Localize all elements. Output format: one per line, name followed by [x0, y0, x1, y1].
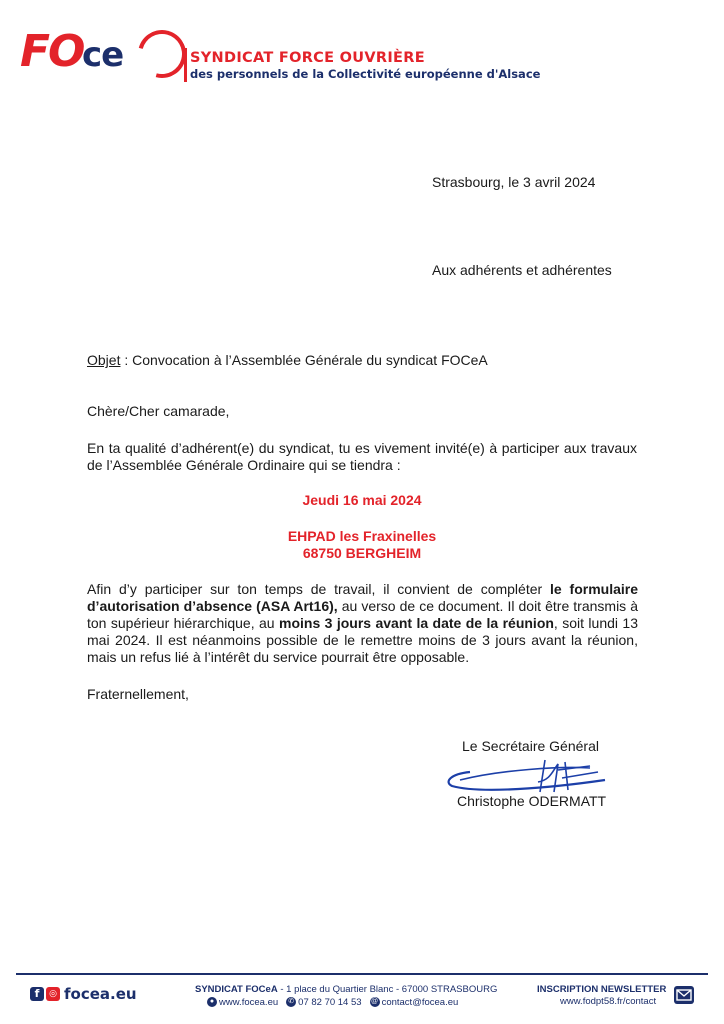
instagram-icon[interactable]: ◎ [46, 987, 60, 1001]
p2-form-name: le formulaire d’autorisation d’absence (ASA Art16), [87, 581, 638, 614]
facebook-icon[interactable]: f [30, 987, 44, 1001]
signatory-title: Le Secrétaire Général [462, 738, 599, 754]
letter-paragraph-2 [87, 581, 638, 666]
logo-fo-text: FO [20, 26, 84, 77]
footer-website[interactable]: www.focea.eu [219, 997, 279, 1008]
footer-contacts [207, 997, 458, 1008]
footer-social-site[interactable]: focea.eu [64, 985, 137, 1003]
logo-cea-text: ce [82, 35, 124, 75]
at-icon: @ [371, 998, 379, 1006]
letter-paragraph-1: En ta qualité d’adhérent(e) du syndicat, tu es vivement invité(e) à participer aux travaux de l’Assemblée Générale Ordinaire qui se tiendra : [87, 440, 637, 473]
letter-greeting: Chère/Cher camarade, [87, 403, 230, 419]
p2-deadline: moins 3 jours avant la date de la réunion [279, 615, 554, 631]
newsletter-label: INSCRIPTION NEWSLETTER [537, 984, 667, 995]
letter-closing: Fraternellement, [87, 686, 189, 702]
p2-part-c: au verso de ce document. Il doit être transmis à ton supérieur hiérarchique, au [87, 598, 639, 631]
phone-icon: ✆ [286, 997, 296, 1007]
footer-phone-item [286, 997, 361, 1008]
header-title: SYNDICAT FORCE OUVRIÈRE [190, 50, 425, 66]
footer-org-name: SYNDICAT FOCeA [195, 984, 278, 995]
event-venue-city: 68750 BERGHEIM [302, 545, 422, 561]
signatory-name: Christophe ODERMATT [457, 793, 607, 809]
footer-address-line [195, 984, 497, 995]
footer-divider [16, 973, 708, 975]
letter-date: Strasbourg, le 3 avril 2024 [432, 174, 596, 190]
focea-logo [20, 24, 180, 80]
newsletter-url[interactable]: www.fodpt58.fr/contact [560, 996, 657, 1007]
p2-part-a: Afin d’y participer sur ton temps de travail, il convient de compléter [87, 581, 551, 597]
event-venue-name: EHPAD les Fraxinelles [287, 528, 437, 544]
subject-label: Objet [87, 352, 121, 368]
p2-part-e: , soit lundi 13 mai 2024. Il est néanmoins possible de le remettre moins de 3 jours avant la réunion, mais un refus lié à l’intérêt du service pourrait être opposable. [87, 615, 638, 665]
footer-address: - 1 place du Quartier Blanc - 67000 STRASBOURG [277, 984, 498, 995]
event-date: Jeudi 16 mai 2024 [302, 492, 422, 508]
header-subtitle: des personnels de la Collectivité européenne d'Alsace [190, 67, 541, 81]
letter-recipients: Aux adhérents et adhérentes [432, 262, 612, 278]
letter-subject [87, 352, 488, 369]
footer-email-item[interactable] [370, 997, 459, 1008]
subject-text: : Convocation à l’Assemblée Générale du syndicat FOCeA [120, 352, 488, 368]
footer-email[interactable]: contact@focea.eu [381, 997, 459, 1008]
header-divider [184, 48, 187, 82]
footer-phone: 07 82 70 14 53 [298, 997, 362, 1008]
globe-icon: ● [207, 997, 217, 1007]
mail-icon[interactable] [674, 986, 694, 1004]
footer-website-item[interactable] [207, 997, 278, 1008]
footer-social [30, 985, 137, 1003]
